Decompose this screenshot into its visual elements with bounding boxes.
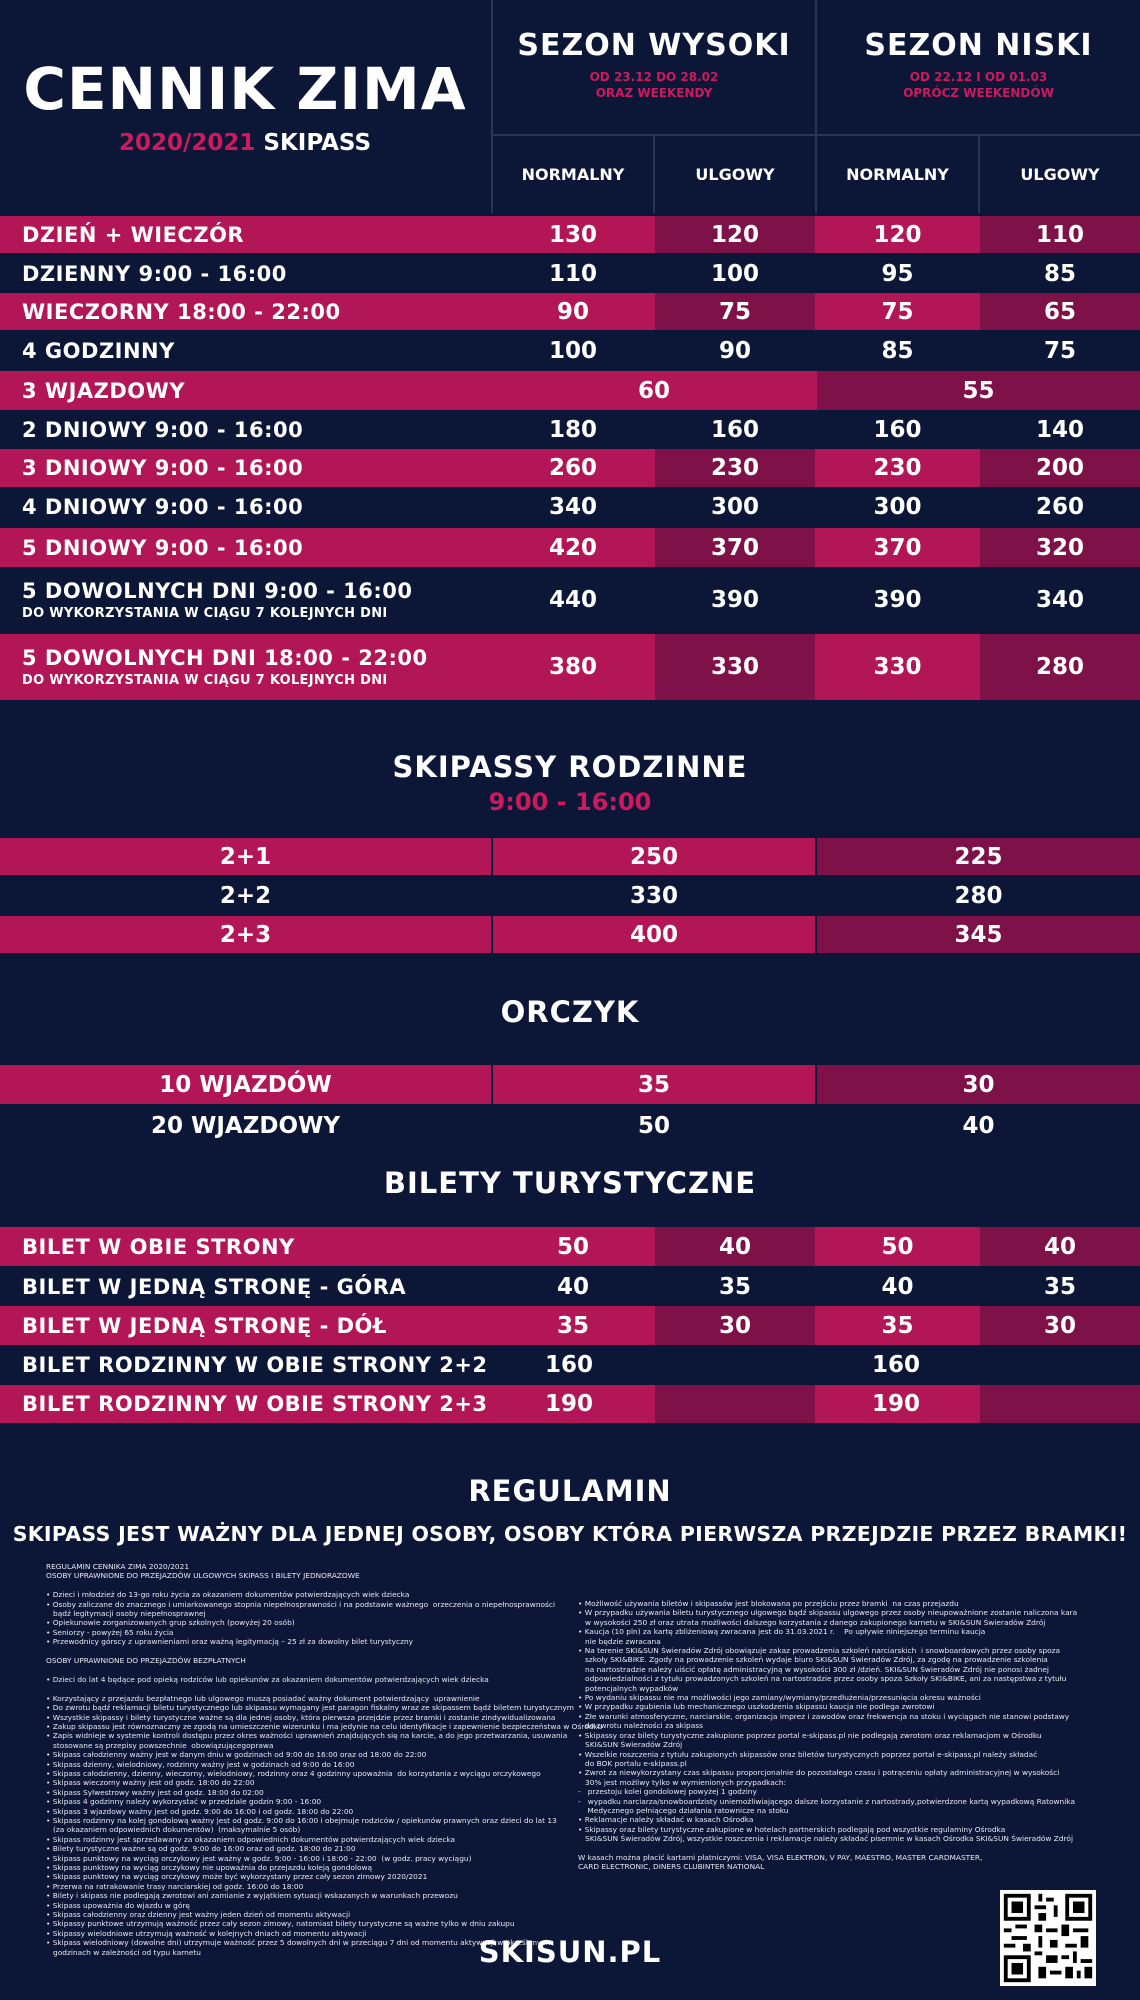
price-low-normal: 330 xyxy=(817,634,978,700)
family-row xyxy=(0,877,1140,914)
price-row xyxy=(0,528,1140,567)
orczyk-price-high: 50 xyxy=(637,1112,670,1139)
tourist-family-high: 190 xyxy=(493,1385,653,1423)
row-label: BILET RODZINNY W OBIE STRONY 2+2 xyxy=(22,1353,488,1377)
tourist-high-reduced: 40 xyxy=(655,1227,815,1266)
row-label: 3 DNIOWY 9:00 - 16:00 xyxy=(22,456,304,480)
price-high-normal: 440 xyxy=(548,587,597,613)
price-row xyxy=(0,634,1140,700)
price-low-reduced: 110 xyxy=(980,216,1140,253)
family-title: SKIPASSY RODZINNE xyxy=(392,750,748,784)
season-low-note2: OPRÓCZ WEEKENDÓW xyxy=(903,86,1054,100)
price-row xyxy=(0,371,1140,410)
price-high-reduced: 100 xyxy=(710,260,759,287)
price-high-reduced: 330 xyxy=(655,634,815,700)
row-label-main: 5 DOWOLNYCH DNI 18:00 - 22:00 xyxy=(22,646,428,670)
price-low-normal: 390 xyxy=(873,587,922,613)
family-label: 2+2 xyxy=(219,882,272,909)
price-low-reduced: 260 xyxy=(1035,494,1084,520)
subtitle-skipass: SKIPASS xyxy=(263,130,372,156)
tourist-title: BILETY TURYSTYCZNE xyxy=(383,1166,757,1200)
regulamin-title: REGULAMIN xyxy=(468,1474,672,1508)
family-hours: 9:00 - 16:00 xyxy=(488,788,652,816)
price-high-normal: 100 xyxy=(548,337,597,364)
family-price-low: 225 xyxy=(817,838,1140,875)
tourist-low-reduced: 40 xyxy=(980,1227,1140,1266)
season-low-header xyxy=(817,28,1140,101)
price-row xyxy=(0,255,1140,292)
price-low-normal: 95 xyxy=(881,260,914,287)
price-low-reduced: 75 xyxy=(1043,337,1076,364)
price-low-reduced: 320 xyxy=(980,528,1140,567)
tourist-low-normal: 40 xyxy=(881,1273,914,1300)
tourist-row xyxy=(0,1346,1140,1384)
row-label-main: 5 DOWOLNYCH DNI 9:00 - 16:00 xyxy=(22,579,413,603)
tourist-low-normal: 50 xyxy=(817,1227,978,1266)
row-label: BILET W OBIE STRONY xyxy=(22,1234,295,1259)
family-price-low: 345 xyxy=(817,916,1140,953)
price-low-normal: 370 xyxy=(817,528,978,567)
price-low-normal: 160 xyxy=(873,416,922,443)
orczyk-price-low: 30 xyxy=(817,1065,1140,1104)
row-label: 4 GODZINNY xyxy=(22,338,175,363)
orczyk-price-high: 35 xyxy=(493,1065,815,1104)
family-price-high: 330 xyxy=(629,882,678,909)
family-label: 2+3 xyxy=(0,916,491,953)
price-high-normal: 380 xyxy=(493,634,653,700)
price-high-reduced: 390 xyxy=(710,587,759,613)
tourist-row xyxy=(0,1268,1140,1305)
tourist-high-normal: 35 xyxy=(493,1306,653,1345)
row-label xyxy=(22,568,412,632)
tourist-low-normal: 35 xyxy=(817,1306,978,1345)
family-row xyxy=(0,838,1140,875)
regulamin-left-text: REGULAMIN CENNIKA ZIMA 2020/2021 OSOBY UPRAWNIONE DO PRZEJAZDÓW ULGOWYCH SKIPASS I BILETY JEDNORAZOWE • Dzieci i młodzież do 13-go roku życia za okazaniem dokumentów potwierdzających wiek dziecka • Osoby zaliczane do znacznego i umiarkowanego stopnia niepełnosprawności i na podstawie ważnego orzeczenia o niepełnosprawności bądź legitymacji osoby niepełnosprawnej • Opiekunowie zorganizowanych grup szkolnych (powyżej 20 osób) • Seniorzy - powyżej 65 roku życia • Przewodnicy górscy z uprawnieniami oraz ważną legitymacją – 25 zł za dowolny bilet turystyczny OSOBY UPRAWNIONE DO PRZEJAZDÓW BEZPŁATNYCH • Dzieci do lat 4 będące pod opieką rodziców lub opiekunów za okazaniem dokumentów potwierdzających wiek dziecka • Korzystający z przejazdu bezpłatnego lub ulgowego muszą posiadać ważny dokument potwierdzający uprawnienie • Do zwrotu bądź reklamacji biletu turystycznego lub skipassu wymagany jest paragon fiskalny wraz ze skipassem bądź biletem turystycznym • Wszystkie skipassy i bilety turystyczne ważne są dla jednej osoby, która pierwsza przejdzie przez bramki i zostanie zindywidualizowana • Zakup skipassu jest równoznaczny ze zgodą na umieszczenie wizerunku i ma jedynie na celu identyfikacje i zapewnienie bezpieczeństwa w Ośrodku • Zapis widnieje w systemie kontroli dostępu przez okres ważności uprawnień znajdujących się na karcie, a do jego przetwarzania, usuwania stosowane są przepisy powszechnie obowiązującegoprawa • Skipass całodzienny ważny jest w danym dniu w godzinach od 9:00 do 16:00 oraz od 18:00 do 22:00 • Skipass dzienny, wielodniowy, rodzinny ważny jest w godzinach od 9:00 do 16:00 • Skipass całodzienny, dzienny, wieczorny, wielodniowy, rodzinny oraz 4 godzinny upoważnia do korzystania z wyciągu orczykowego • Skipass wieczorny ważny jest od godz. 18:00 do 22:00 • Skipass Sylwestrowy ważny jest od godz. 18:00 do 02:00 • Skipass 4 godzinny należy wykorzystać w przedziale godzin 9:00 - 16:00 • Skipass 3 wjazdowy ważny jest od godz. 9:00 do 16:00 i od godz. 18:00 do 22:00 • Skipass rodzinny na kolej gondolową ważny jest od godz. 9:00 do 16:00 i obejmuje rodziców / opiekunów prawnych oraz dzieci do lat 13 (za okazaniem odpowiednich dokumentów) (maksymalnie 5 osób) • Skipass rodzinny jest sprzedawany za okazaniem odpowiednich dokumentów potwierdzających wiek dziecka • Bilety turystyczne ważne są od godz. 9:00 do 16:00 oraz od godz. 18:00 do 21:00 • Skipass punktowy na wyciąg orczykowy jest ważny w godz. 9:00 - 16:00 i 18:00 - 22:00 (w godz. pracy wyciągu) • Skipass punktowy na wyciąg orczykowy nie upoważnia do przejazdu koleją gondolową • Skipass punktowy na wyciąg orczykowy może być wykorzystany przez cały sezon zimowy 2020/2021 • Przerwa na ratrakowanie trasy narciarskiej od godz. 16:00 do 18:00 • Bilety i skipass nie podlegają zwrotowi ani zamianie z wyjątkiem sytuacji wskazanych w warunkach przewozu • Skipass upoważnia do wjazdu w górę • Skipass całodzienny oraz dzienny jest ważny jeden dzień od momentu aktywacji • Skipassy punktowe utrzymują ważność przez cały sezon zimowy, natomiast bilety turystyczne są ważne tylko w dniu zakupu • Skipassy wielodniowe utrzymują ważność w kolejnych dniach od momentu aktywacji • Skipass wielodniowy (dowolne dni) utrzymuje ważność przez 5 dowolnych dni w przeciągu 7 dni od momentu aktywacji w określonych godzinach w zależności od typu karnetu xyxy=(46,1562,603,1957)
price-low-reduced: 65 xyxy=(980,293,1140,330)
price-low-normal: 85 xyxy=(881,337,914,364)
orczyk-title: ORCZYK xyxy=(500,995,640,1029)
orczyk-price-low: 40 xyxy=(962,1112,995,1139)
orczyk-label: 20 WJAZDOWY xyxy=(150,1112,341,1139)
price-high-reduced: 300 xyxy=(710,494,759,520)
orczyk-row xyxy=(0,1106,1140,1145)
row-label: BILET RODZINNY W OBIE STRONY 2+3 xyxy=(22,1392,488,1416)
price-low-normal: 230 xyxy=(817,449,978,487)
season-high-name: SEZON WYSOKI xyxy=(517,28,791,63)
regulamin-headline: SKIPASS JEST WAŻNY DLA JEDNEJ OSOBY, OSOBY KTÓRA PIERWSZA PRZEJDZIE PRZEZ BRAMKI! xyxy=(12,1522,1128,1546)
tourist-high-normal: 40 xyxy=(556,1273,589,1300)
price-low-reduced: 340 xyxy=(1035,587,1084,613)
row-label: DZIENNY 9:00 - 16:00 xyxy=(22,261,287,286)
price-high-reduced: 90 xyxy=(718,337,751,364)
tourist-family-low: 160 xyxy=(872,1352,921,1378)
family-row xyxy=(0,916,1140,953)
family-price-high: 250 xyxy=(493,838,815,875)
tourist-low-reduced: 35 xyxy=(1043,1273,1076,1300)
price-high-reduced: 230 xyxy=(655,449,815,487)
row-label xyxy=(22,634,428,700)
row-label: 5 DNIOWY 9:00 - 16:00 xyxy=(22,535,304,560)
row-label: DZIEŃ + WIECZÓR xyxy=(22,222,245,247)
price-high-normal: 130 xyxy=(493,216,653,253)
price-row xyxy=(0,411,1140,448)
row-label-sub: DO WYKORZYSTANIA W CIĄGU 7 KOLEJNYCH DNI xyxy=(22,606,388,621)
row-label: WIECZORNY 18:00 - 22:00 xyxy=(22,299,341,324)
price-low-normal: 120 xyxy=(817,216,978,253)
price-high-reduced: 370 xyxy=(655,528,815,567)
price-low-reduced: 140 xyxy=(1035,416,1084,443)
season-high-note2: ORAZ WEEKENDY xyxy=(595,86,713,100)
tourist-family-low-reduced xyxy=(980,1385,1140,1423)
column-high-reduced: ULGOWY xyxy=(695,165,775,184)
price-low-normal: 300 xyxy=(873,494,922,520)
season-low-name: SEZON NISKI xyxy=(864,28,1093,63)
price-high-reduced: 75 xyxy=(655,293,815,330)
column-high-normal: NORMALNY xyxy=(521,165,625,184)
price-high-reduced: 160 xyxy=(710,416,759,443)
price-row xyxy=(0,488,1140,526)
family-label: 2+1 xyxy=(0,838,491,875)
tourist-family-high: 160 xyxy=(545,1352,594,1378)
tourist-high-reduced: 35 xyxy=(718,1273,751,1300)
price-row xyxy=(0,293,1140,330)
tourist-high-reduced: 30 xyxy=(655,1306,815,1345)
family-price-high: 400 xyxy=(493,916,815,953)
tourist-low-reduced: 30 xyxy=(980,1306,1140,1345)
row-label: 4 DNIOWY 9:00 - 16:00 xyxy=(22,495,304,519)
tourist-row xyxy=(0,1227,1140,1266)
price-high-normal: 180 xyxy=(548,416,597,443)
row-label: BILET W JEDNĄ STRONĘ - GÓRA xyxy=(22,1274,407,1299)
tourist-row xyxy=(0,1306,1140,1345)
price-high-normal: 260 xyxy=(493,449,653,487)
row-label: 2 DNIOWY 9:00 - 16:00 xyxy=(22,417,304,442)
price-high-normal: 340 xyxy=(548,494,597,520)
price-low-reduced: 280 xyxy=(980,634,1140,700)
price-row xyxy=(0,332,1140,369)
price-high-normal: 90 xyxy=(493,293,653,330)
season-year: 2020/2021 xyxy=(118,130,256,156)
season-high-header xyxy=(493,28,815,101)
tourist-family-low: 190 xyxy=(817,1385,978,1423)
row-label: 3 WJAZDOWY xyxy=(22,378,186,403)
price-low-normal: 75 xyxy=(817,293,978,330)
tourist-row xyxy=(0,1385,1140,1423)
qr-code-icon xyxy=(1000,1890,1096,1986)
price-high-season: 60 xyxy=(493,371,815,410)
price-high-normal: 110 xyxy=(548,260,597,287)
price-high-normal: 420 xyxy=(493,528,653,567)
regulamin-right-text: • Możliwość używania biletów i skipassów jest blokowana po przejściu przez bramki na czas przejazdu • W przypadku używania biletu turystycznego ulgowego bądź skipassu ulgowego przez osoby nieupoważnione zostanie naliczona kara w wysokości 250 zł oraz utrata możliwości dalszego korzystania z danego zakupionego karnetu w SKI&SUN Świeradów Zdrój • Kaucja (10 pln) za kartę zbliżeniową zwracana jest do 31.03.2021 r. Po upływie niniejszego terminu kaucja nie będzie zwracana • Na terenie SKI&SUN Świeradów Zdrój obowiązuje zakaz prowadzenia szkoleń narciarskich i snowboardowych przez osoby spoza szkoły SKI&BIKE. Zgody na prowadzenie szkoleń wydaje biuro SKI&SUN Świeradów Zdrój, za zgodę na prowadzenie szkolenia na nartostradzie należy uiścić opłatę administracyjną w wysokości 300 zł /dzień. SKI&SUN Świeradów Zdrój nie ponosi żadnej odpowiedzialności z tytułu prowadzonych szkoleń na nartostradzie przez osoby spoza Szkoły SKI&BIKE, ani za następstwa z tytułu potencjalnych wypadków • Po wydaniu skipassu nie ma możliwości jego zamiany/wymiany/przedłużenia/przesunięcia okresu ważności • W przypadku zgubienia lub mechanicznego uszkodzenia skipassu kaucja nie podlega zwrotowi • Złe warunki atmosferyczne, narciarskie, organizacja imprez i zawodów oraz frekwencja na stoku i wyciągach nie stanowi podstawy do zwrotu należności za skipass • Skipassy oraz bilety turystyczne zakupione poprzez portal e-skipass.pl nie podlegają zwrotom oraz reklamacjom w Ośrodku SKI&SUN Świeradów Zdrój • Wszelkie roszczenia z tytułu zakupionych skipassów oraz biletów turystycznych poprzez portal e-skipass.pl należy składać do BOK portalu e-skipass.pl • Zwrot za niewykorzystany czas skipassu proporcjonalnie do pozostałego czasu i potrąceniu opłaty administracyjnej w wysokości 30% jest możliwy tylko w wymienionych przypadkach: - przestoju kolei gondolowej powyżej 1 godziny - wypadku narciarza/snowboardzisty uniemożliwiającego dalsze korzystanie z nartostrady,potwierdzone kartą wypadkową Ratownika Medycznego pełniącego działania ratownicze na stoku • Reklamacje należy składać w kasach Ośrodka • Skipassy oraz bilety turystyczne zakupione w hotelach partnerskich podlegają pod wszystkie regulaminy Ośrodka SKI&SUN Świeradów Zdrój, wszystkie roszczenia i reklamacje należy składać pisemnie w kasach Ośrodka SKI&SUN Świeradów Zdrój W kasach można płacić kartami płatniczymi: VISA, VISA ELEKTRON, V PAY, MAESTRO, MASTER CARDMASTER, CARD ELECTRONIC, DINERS CLUBINTER NATIONAL xyxy=(578,1599,1078,1872)
season-low-note1: OD 22.12 I OD 01.03 xyxy=(909,70,1048,84)
price-high-reduced: 120 xyxy=(655,216,815,253)
tourist-high-normal: 50 xyxy=(493,1227,653,1266)
orczyk-label: 10 WJAZDÓW xyxy=(0,1065,491,1104)
price-row xyxy=(0,449,1140,487)
price-low-season: 55 xyxy=(817,371,1140,410)
row-label-sub: DO WYKORZYSTANIA W CIĄGU 7 KOLEJNYCH DNI xyxy=(22,673,388,688)
tourist-family-high-reduced xyxy=(655,1385,815,1423)
column-low-normal: NORMALNY xyxy=(846,165,949,184)
price-row xyxy=(0,568,1140,632)
page-subtitle xyxy=(0,130,490,156)
column-low-reduced: ULGOWY xyxy=(1020,165,1100,184)
family-price-low: 280 xyxy=(954,882,1003,909)
page-title: CENNIK ZIMA xyxy=(23,55,467,123)
price-low-reduced: 85 xyxy=(1043,260,1076,287)
season-high-note1: OD 23.12 DO 28.02 xyxy=(589,70,719,84)
orczyk-row xyxy=(0,1065,1140,1104)
website-link[interactable]: SKISUN.PL xyxy=(478,1935,662,1969)
price-low-reduced: 200 xyxy=(980,449,1140,487)
price-row xyxy=(0,216,1140,253)
row-label: BILET W JEDNĄ STRONĘ - DÓŁ xyxy=(22,1313,387,1338)
